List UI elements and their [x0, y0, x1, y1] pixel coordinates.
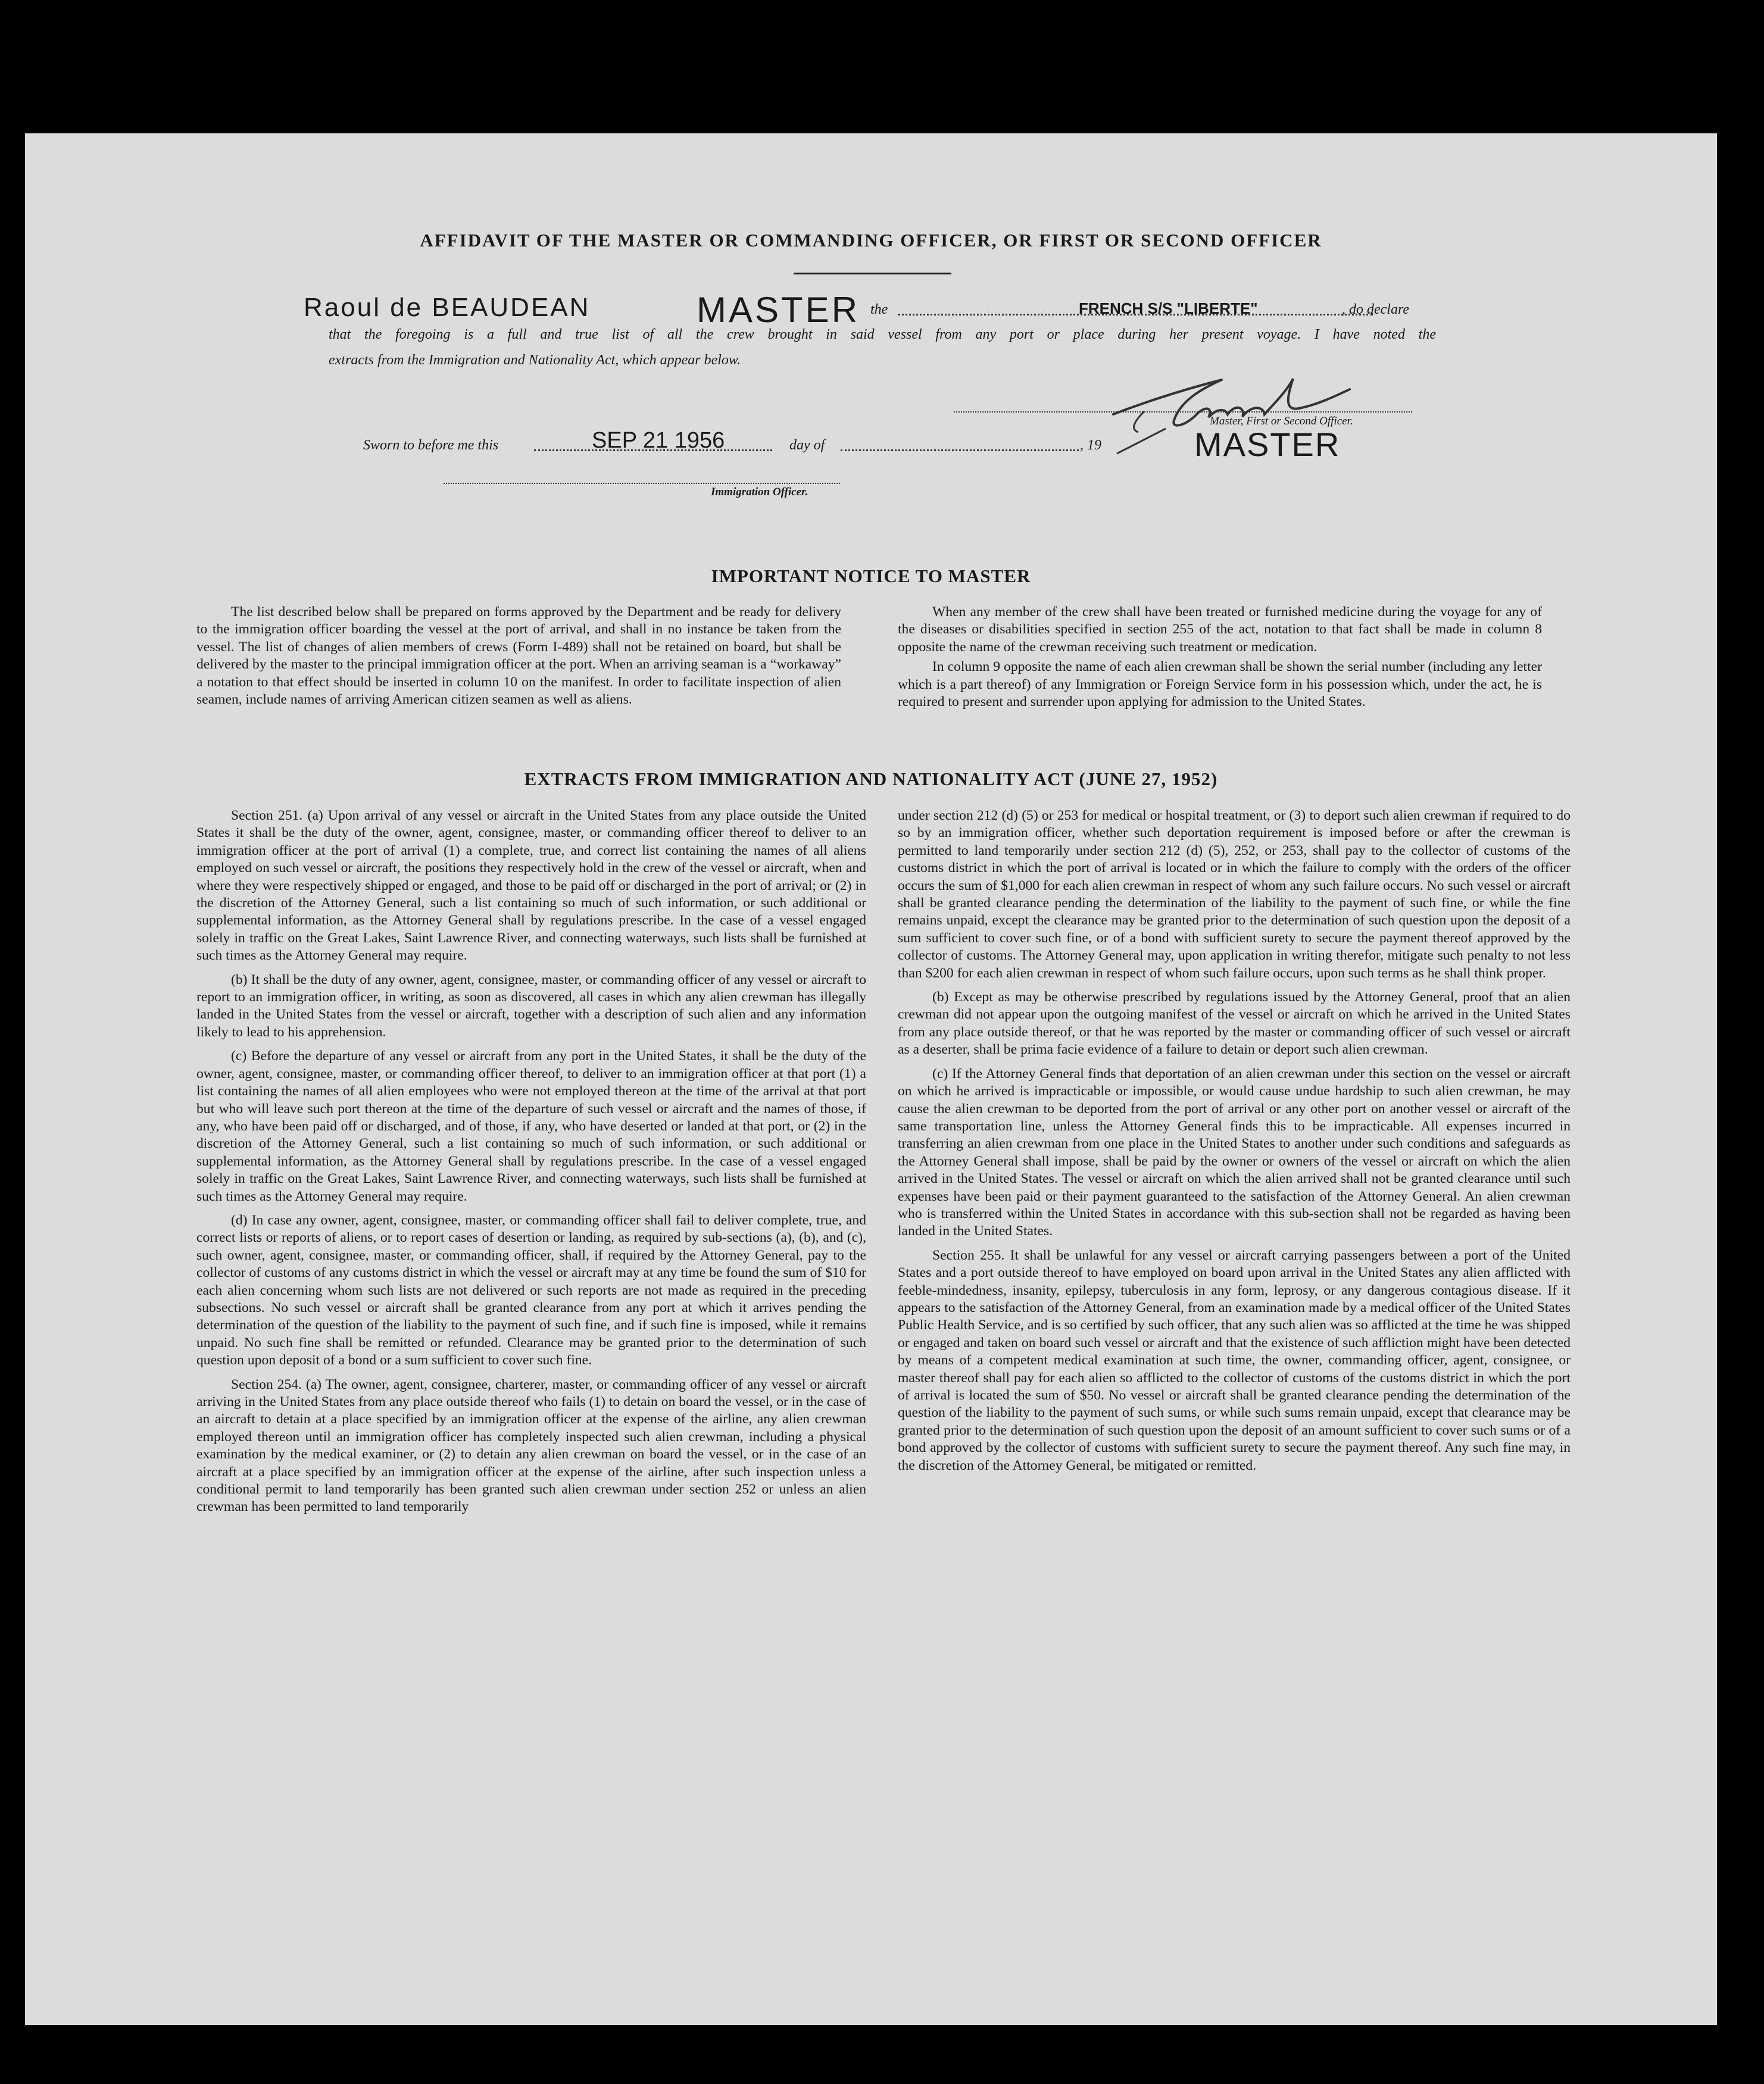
section-251d: (d) In case any owner, agent, consignee, master, or commanding officer shall fail to deliver complete, true, and correct lists or reports of aliens, or to report cases of desertion or landing, as required by sub-sections (a), (b), and (c), such owner, agent, consignee, master, or commanding officer, shall, if required by the Attorney General, pay to the collector of customs of any customs district in which the vessel or aircraft may at any time be found the sum of $10 for each alien concerning whom such lists are not delivered or such reports are not made as required in the preceding subsections. No such vessel or aircraft shall be granted clearance from any port at which it arrives pending the determination of the question of the liability to the payment of such fine, and if such fine is imposed, while it remains unpaid. No such fine shall be remitted or refunded. Clearance may be granted prior to the determination of such question upon deposit of a bond or a sum sufficient to cover such fine. — [196, 1212, 866, 1368]
notice-left-paragraph: The list described below shall be prepared on forms approved by the Department and be ready for delivery to the immigration officer boarding the vessel at the port of arrival, and shall in no instance be taken from the vessel. The list of changes of alien members of crews (Form I-489) shall not be retained on board, but shall be delivered by the master to the principal immigration officer at the port. When an arriving seaman is a “workaway” a notation to that effect should be inserted in column 10 on the manifest. In order to facilitate inspection of alien seamen, include names of arriving American citizen seamen as well as aliens. — [196, 604, 841, 708]
notice-right-paragraph-2: In column 9 opposite the name of each alien crewman shall be shown the serial number (including any letter which is a part thereof) of any Immigration or Foreign Service form in his possession which, under the act, he is required to present and surrender upon applying for admission to the United States. — [898, 659, 1542, 710]
notice-heading: IMPORTANT NOTICE TO MASTER — [711, 565, 1031, 586]
vessel-name: FRENCH S/S "LIBERTE" — [1079, 299, 1258, 317]
section-251a: Section 251. (a) Upon arrival of any vessel or aircraft in the United States from any place outside the United States it shall be the duty of the owner, agent, consignee, master, or commanding officer thereof to deliver to an immigration officer at the port of arrival (1) a complete, true, and correct list containing the names of all aliens employed on such vessel or aircraft, the positions they respectively hold in the crew of the vessel or aircraft, when and where they were respectively shipped or engaged, and those to be paid off or discharged in the port of arrival; or (2) in the discretion of the Attorney General, such a list containing so much of such information, or such additional or supplemental information, as the Attorney General shall by regulations prescribe. In the case of a vessel engaged solely in traffic on the Great Lakes, Saint Lawrence River, and connecting waterways, such lists shall be furnished at such times as the Attorney General may require. — [196, 808, 866, 964]
document-sheet — [25, 133, 1717, 2025]
notice-left-column — [196, 604, 841, 711]
do-declare-label: , do declare — [1342, 302, 1410, 317]
sworn-date: SEP 21 1956 — [592, 428, 725, 453]
day-of-label: day of — [789, 438, 825, 453]
section-254a-continued: under section 212 (d) (5) or 253 for medical or hospital treatment, or (3) to deport such alien crewman if required to do so by an immigration officer, whether such deportation requirement is imposed before or after the crewman is permitted to land temporarily under section 212 (d) (5), 252, or 253, shall pay to the collector of customs of the customs district in which the port of arrival is located or in which the failure to comply with the orders of the officer occurs the sum of $1,000 for each alien crewman in respect of whom any such failure occurs. No such vessel or aircraft shall be granted clearance pending the determination of the liability to the payment of such fine, or while the fine remains unpaid, except the clearance may be granted prior to the determination of such question upon the deposit of a sum sufficient to cover such fine, or of a bond with sufficient surety to secure the payment thereof approved by the collector of customs. The Attorney General may, upon application in writing therefor, mitigate such penalty to not less than $200 for each alien crewman in respect of whom such failure occurs, upon such terms as he shall think proper. — [898, 808, 1571, 981]
section-251c: (c) Before the departure of any vessel or aircraft from any port in the United States, it shall be the duty of the owner, agent, consignee, master, or commanding officer thereof, to deliver to an immigration officer at that port (1) a list containing the names of all alien employees who were not employed thereon at the time of the arrival at that port but who will leave such port thereon at the time of the departure of such vessel or aircraft and the names of those, if any, who have been paid off or discharged, and of those, if any, who have deserted or landed at that port, or (2) in the discretion of the Attorney General, such a list containing so much of such information, or such additional or supplemental information, as the Attorney General shall by regulations prescribe. In the case of a vessel engaged solely in traffic on the Great Lakes, Saint Lawrence River, and connecting waterways, such lists shall be furnished at such times as the Attorney General may require. — [196, 1048, 866, 1204]
extracts-heading: EXTRACTS FROM IMMIGRATION AND NATIONALITY ACT (JUNE 27, 1952) — [524, 768, 1218, 789]
section-254b: (b) Except as may be otherwise prescribed by regulations issued by the Attorney General, proof that an alien crewman did not appear upon the outgoing manifest of the vessel or aircraft on which he arrived in the United States from any place outside thereof, or that he was reported by the master or commanding officer of such vessel or aircraft as a deserter, shall be prima facie evidence of a failure to detain or deport such alien crewman. — [898, 989, 1571, 1058]
section-255: Section 255. It shall be unlawful for any vessel or aircraft carrying passengers between a port of the United States and a port outside thereof to have employed on board upon arrival in the United States any alien afflicted with feeble-mindedness, insanity, epilepsy, tuberculosis in any form, leprosy, or any dangerous contagious disease. If it appears to the satisfaction of the Attorney General, from an examination made by a medical officer of the United States Public Health Service, and is so certified by such officer, that any such alien was so afflicted at the time he was shipped or engaged and taken on board such vessel or aircraft and that the existence of such affliction might have been detected by means of a competent medical examination at such time, the owner, commanding officer, agent, consignee, or master thereof shall pay for each alien so afflicted to the collector of customs of the customs district in which the port of arrival is located the sum of $50. No vessel or aircraft shall be granted clearance pending the determination of the question of the liability to the payment of such sums, or while such sums remain unpaid, except that clearance may be granted prior to the determination of such question upon the deposit of an amount sufficient to cover such sums or of a bond approved by the collector of customs with sufficient surety to secure the payment thereof. Any such fine may, in the discretion of the Attorney General, be mitigated or remitted. — [898, 1247, 1571, 1473]
year-label: , 19 — [1080, 438, 1101, 453]
the-label: the — [870, 302, 888, 317]
officer-dotline — [444, 483, 840, 484]
year-strike-mark — [1114, 423, 1168, 458]
master-name: Raoul de BEAUDEAN — [304, 293, 591, 322]
signer-caption: Master, First or Second Officer. — [1210, 415, 1353, 427]
declaration-line-1: that the foregoing is a full and true list of all the crew brought in said vessel from any port or place during her present voyage. I have noted the — [329, 327, 1436, 342]
extracts-right-column — [898, 807, 1571, 1481]
section-254c: (c) If the Attorney General finds that deportation of an alien crewman under this section on the vessel or aircraft on which he arrived is impracticable or impossible, or would cause undue hardship to such alien crewman, he may cause the alien crewman to be deported from the port of arrival or any other port on another vessel or aircraft of the same transportation line, unless the Attorney General finds this to be impracticable. All expenses incurred in transferring an alien crewman from one place in the United States to another under such conditions and safeguards as the Attorney General shall impose, shall be paid by the owner or owners of the vessel or aircraft on which the alien arrived in the United States. The vessel or aircraft on which the alien arrived shall not be granted clearance until such expenses have been paid or their payment guaranteed to the satisfaction of the Attorney General. An alien crewman who is transferred within the United States in accordance with this sub-section shall not be regarded as having been landed in the United States. — [898, 1066, 1571, 1239]
extracts-left-column — [196, 807, 866, 1523]
declaration-line-2: extracts from the Immigration and Nationality Act, which appear below. — [329, 352, 741, 368]
signer-title: MASTER — [1194, 426, 1341, 463]
title-rule — [794, 273, 951, 274]
affidavit-title: AFFIDAVIT OF THE MASTER OR COMMANDING OFFICER, OR FIRST OR SECOND OFFICER — [420, 230, 1322, 251]
notice-right-column — [898, 604, 1542, 713]
master-rank: MASTER — [697, 290, 860, 330]
notice-right-paragraph-1: When any member of the crew shall have been treated or furnished medicine during the voyage for any of the diseases or disabilities specified in section 255 of the act, notation to that fact shall be made in column 8 opposite the name of the crewman receiving such treatment or medication. — [898, 604, 1542, 655]
section-251b: (b) It shall be the duty of any owner, agent, consignee, master, or commanding officer of any vessel or aircraft to report to an immigration officer, in writing, as soon as discovered, all cases in which any alien crewman has illegally landed in the United States from the vessel or aircraft, together with a description of such alien and any information likely to lead to his apprehension. — [196, 971, 866, 1040]
sworn-label: Sworn to before me this — [363, 438, 499, 453]
month-dotline — [841, 449, 1079, 451]
section-254a: Section 254. (a) The owner, agent, consignee, charterer, master, or commanding officer of any vessel or aircraft arriving in the United States from any place outside thereof who fails (1) to detain on board the vessel, or in the case of an aircraft to detain at a place specified by an immigration officer at the expense of the airline, any alien crewman employed thereon until an immigration officer has completely inspected such alien crewman, including a physical examination by the medical examiner, or (2) to detain any alien crewman on board the vessel, or in the case of an aircraft at a place specified by an immigration officer at the expense of the airline, after such inspection unless a conditional permit to land temporarily has been granted such alien crewman under section 252 or unless an alien crewman has been permitted to land temporarily — [196, 1376, 866, 1515]
officer-caption: Immigration Officer. — [711, 486, 808, 498]
signature-dotline — [954, 411, 1412, 413]
